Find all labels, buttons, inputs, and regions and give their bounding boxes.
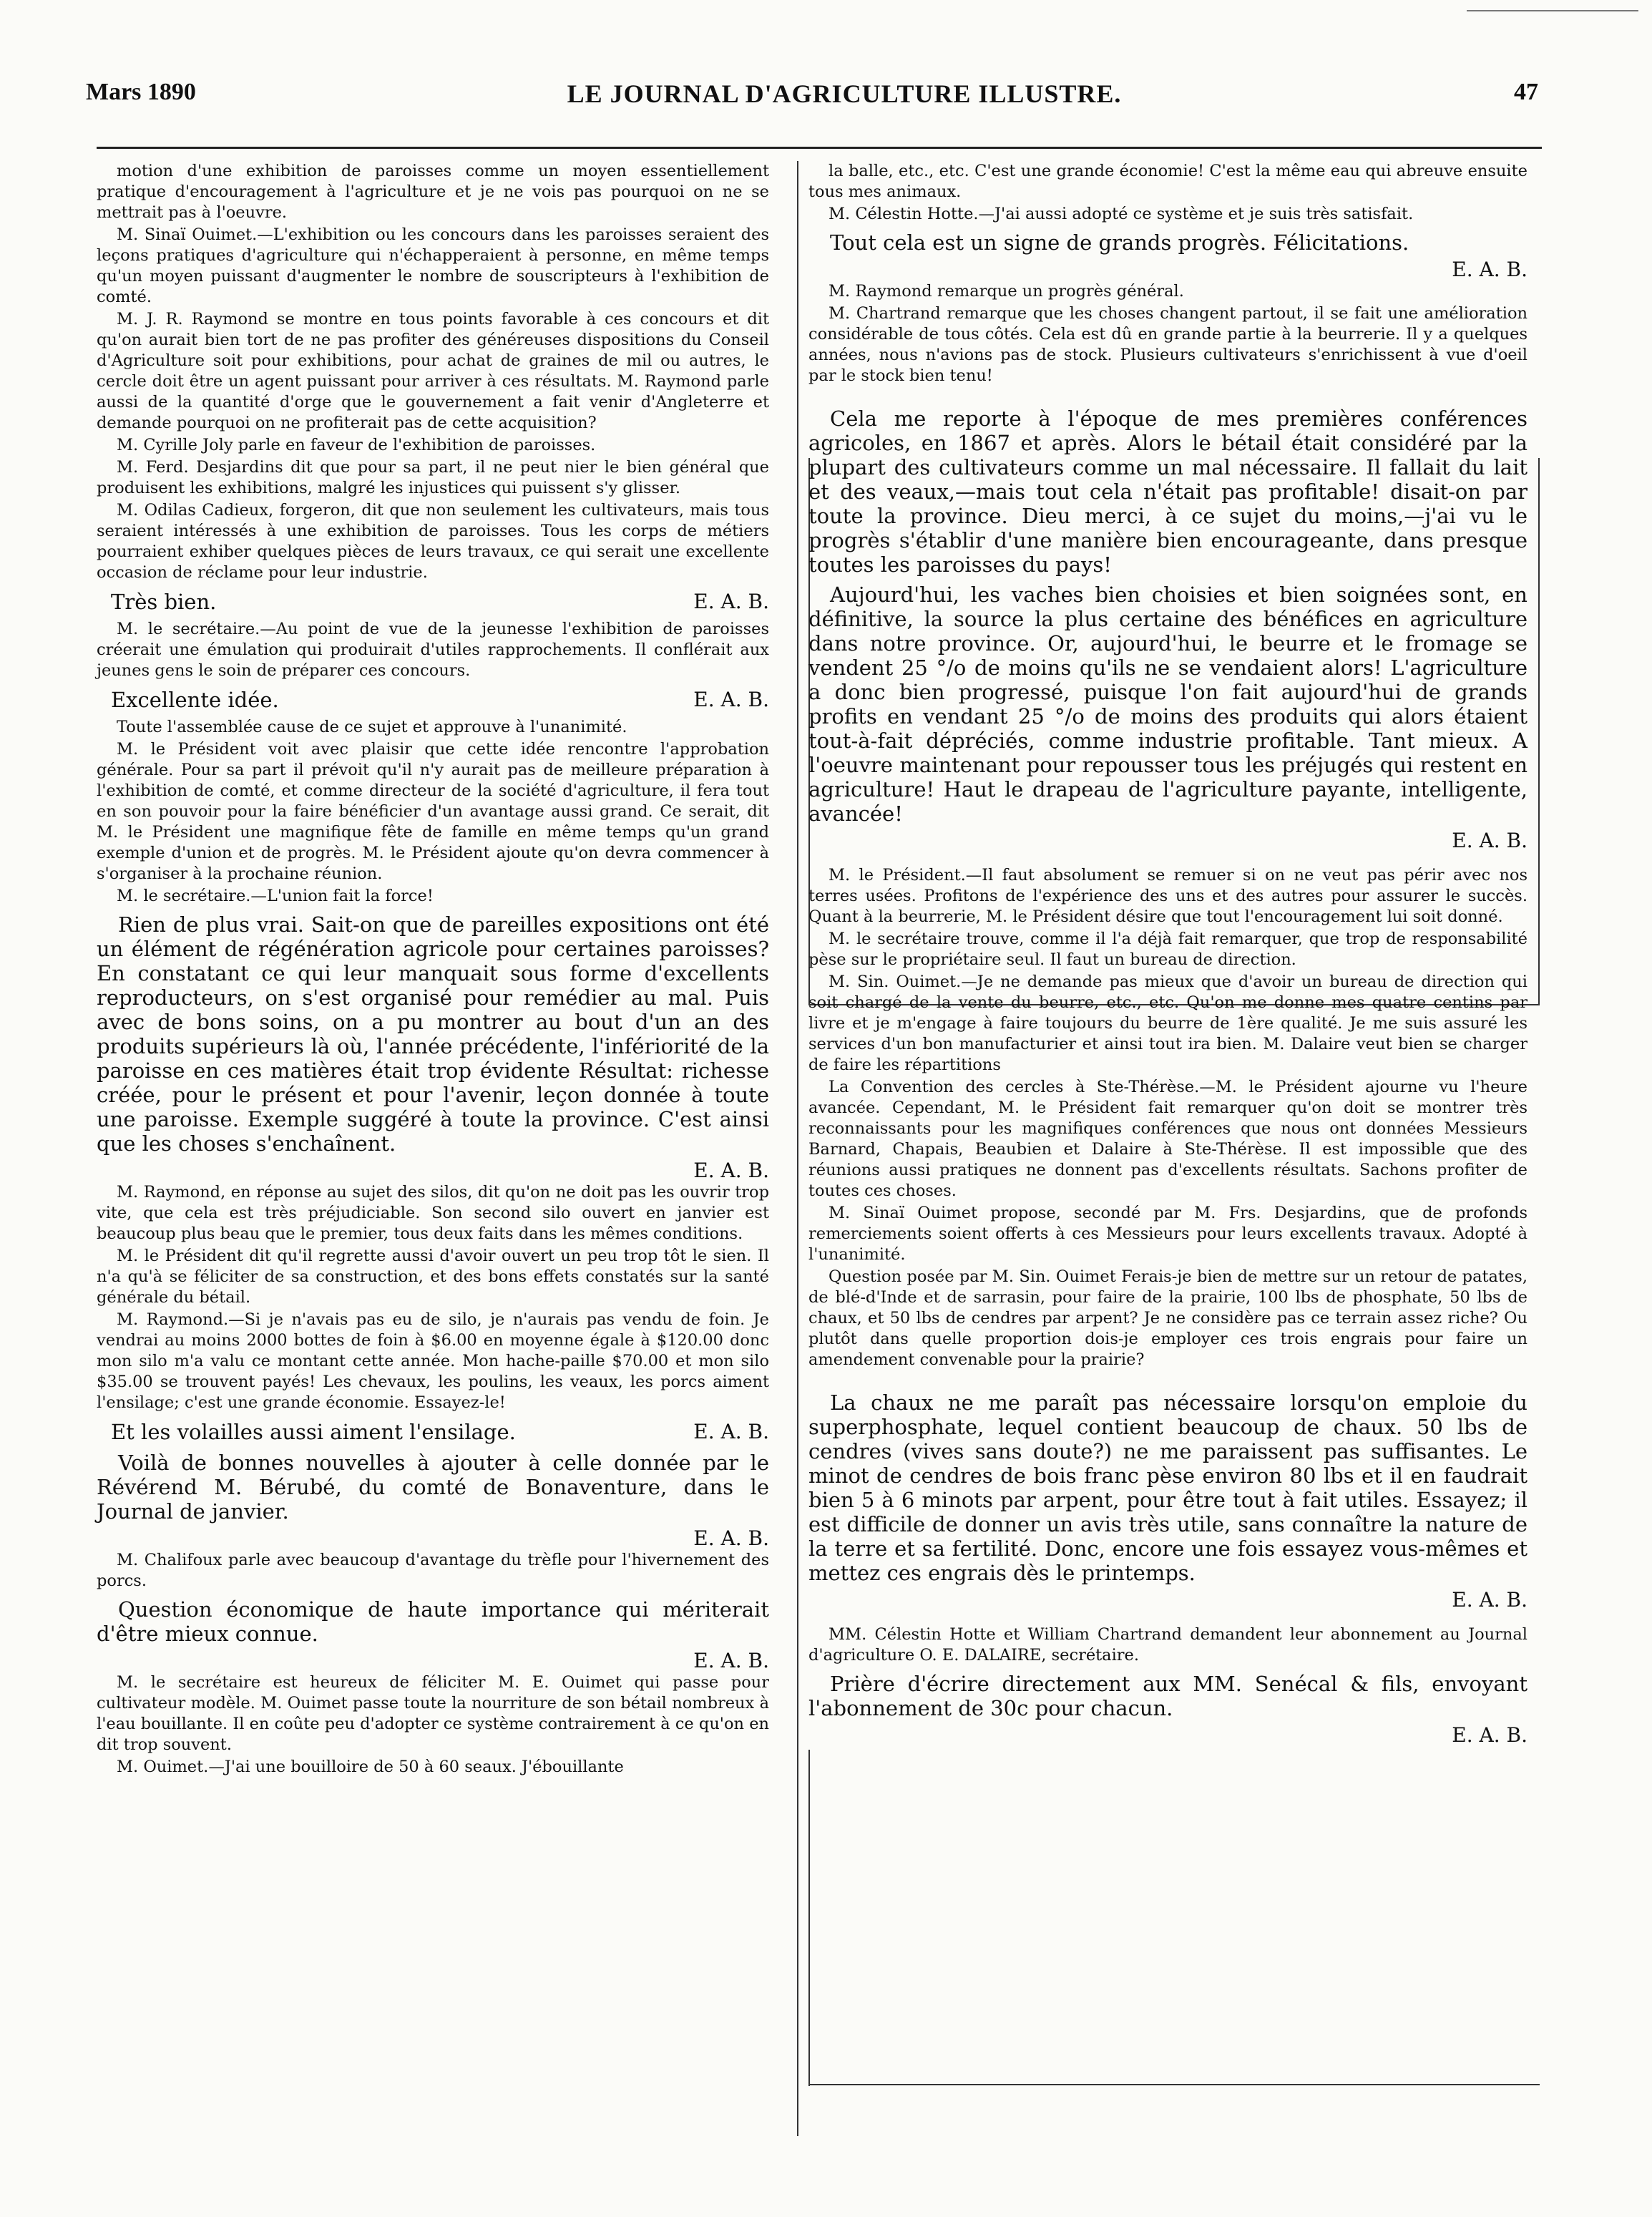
right-column — [808, 161, 1528, 1747]
paragraph: Toute l'assemblée cause de ce sujet et approuve à l'unanimité. — [117, 718, 627, 736]
editor-paragraph: Aujourd'hui, les vaches bien choisies et bien soignées sont, en définitive, la source la plus certaine des bénéfices en agriculture dans notre province. Or, aujourd'hui, le beurre et le fromage se vendent 25 °/o de moins qu'ils ne se vendaient alors! L'agriculture a donc bien progressé, puisque l'on fait aujourd'hui de grands profits en vendant 25 °/o de moins des produits qui alors étaient tout-à-fait dépréciés, comme industrie profitable. Tant mieux. A l'oeuvre maintenant pour repousser tous les préjugés qui restent en agriculture! Haut le drapeau de l'agriculture payante, intelligente, avancée! — [808, 583, 1528, 826]
paragraph: M. Odilas Cadieux, forgeron, dit que non seulement les cultivateurs, mais tous seraient intéressés à une exhibition de paroisses. Tous les corps de métiers pourraient exhiber quelques pièces de leurs travaux, ce qui serait une excellente occasion de réclame pour leur industrie. — [97, 501, 769, 582]
top-edge-line — [1467, 10, 1638, 11]
editor-paragraph: Tout cela est un signe de grands progrès. Félicitations. — [830, 230, 1409, 255]
paragraph: M. Raymond.—Si je n'avais pas eu de silo, je n'aurais pas vendu de foin. Je vendrai au moins 2000 bottes de foin à $6.00 en moyenne égale à $120.00 donc mon silo m'a valu ce montant cette année. Mon hache-paille $70.00 et mon silo $35.00 se trouvent payés! Les chevaux, les poulins, les veaux, les porcs aiment l'ensilage; c'est une grande économie. Essayez-le! — [97, 1310, 769, 1412]
signature: E. A. B. — [1452, 1723, 1528, 1747]
paragraph: M. le secrétaire.—Au point de vue de la jeunesse l'exhibition de paroisses créerait une émulation qui produirait d'utiles rapprochements. Il conflérait aux jeunes gens le soin de préparer ces concours. — [97, 620, 769, 680]
paragraph: M. le secrétaire trouve, comme il l'a déjà fait remarquer, que trop de responsabilité pèse sur le propriétaire seul. Il faut un bureau de direction. — [808, 930, 1528, 969]
signature: E. A. B. — [693, 1159, 769, 1182]
paragraph: la balle, etc., etc. C'est une grande économie! C'est la même eau qui abreuve ensuite tous mes animaux. — [808, 162, 1528, 201]
editor-paragraph: La chaux ne me paraît pas nécessaire lorsqu'on emploie du superphosphate, lequel contient beaucoup de chaux. 50 lbs de cendres (vives sans doute?) ne me paraissent pas suffisantes. Le minot de cendres de bois franc pèse environ 80 lbs et il en faudrait bien 5 à 6 minots par arpent, pour être tout à fait utiles. Essayez; il est difficile de donner un avis très utile, sans connaître la nature de la terre et sa fertilité. Donc, encore une fois essayez vous-mêmes et mettez ces engrais dès le printemps. — [808, 1390, 1528, 1585]
header-page-number: 47 — [1514, 79, 1538, 105]
editor-paragraph: Rien de plus vrai. Sait-on que de pareilles expositions ont été un élément de régénération agricole pour certaines paroisses? En constatant ce qui leur manquait sous forme d'excellents reproducteurs, on s'est organisé pour remédier au mal. Puis avec de bons soins, on a pu montrer au bout d'un an des produits supérieurs là où, l'année précédente, l'infériorité de la paroisse en ces matières était trop évidente Résultat: richesse créée, pour le présent et pour l'avenir, leçon donnée à toute une paroisse. Exemple suggéré à toute la province. C'est ainsi que les choses s'enchaînent. — [97, 912, 769, 1156]
paragraph: M. le secrétaire est heureux de féliciter M. E. Ouimet qui passe pour cultivateur modèle. M. Ouimet passe toute la nourriture de son bétail nombreux à l'eau bouillante. Il en coûte peu d'adopter ce système contrairement à ce qu'on en dit trop souvent. — [97, 1673, 769, 1754]
signature: E. A. B. — [1452, 829, 1528, 852]
column-divider — [797, 161, 798, 2136]
editor-paragraph: Cela me reporte à l'époque de mes premières conférences agricoles, en 1867 et après. Alors le bétail était considéré par la plupart des cultivateurs comme un mal nécessaire. Il fallait du lait et des veaux,—mais tout cela n'était pas profitable! disait-on par toute la province. Dieu merci, à ce sujet du moins,—j'ai vu le progrès s'établir d'une manière bien encourageante, dans presque toutes les paroisses du pays! — [808, 406, 1528, 577]
editor-comment: E. A. B. Très bien. — [111, 590, 769, 614]
paragraph: M. Sinaï Ouimet propose, secondé par M. Frs. Desjardins, que de profonds remerciements soient offerts à ces Messieurs pour leurs excellents travaux. Adopté à l'unanimité. — [808, 1204, 1528, 1264]
header-rule — [97, 147, 1542, 149]
box2-left-border — [808, 1750, 810, 2086]
paragraph: M. Chalifoux parle avec beaucoup d'avantage du trèfle pour l'hivernement des porcs. — [97, 1551, 769, 1590]
paragraph: M. J. R. Raymond se montre en tous points favorable à ces concours et dit qu'on aurait bien tort de ne pas profiter des généreuses dispositions du Conseil d'Agriculture soit pour exhibitions, pour achat de graines de mil ou autres, le cercle doit être un agent puissant pour arriver à ces résultats. M. Raymond parle aussi de la quantité d'orge que le gouvernement a fait venir d'Angleterre et demande pourquoi on ne profiterait pas de cette acquisition? — [97, 310, 769, 432]
signature: E. A. B. — [693, 1649, 769, 1672]
paragraph: M. Ferd. Desjardins dit que pour sa part, il ne peut nier le bien général que produisent les exhibitions, malgré les injustices qui puissent s'y glisser. — [97, 458, 769, 497]
paragraph: M. le secrétaire.—L'union fait la force! — [117, 887, 434, 905]
paragraph: M. le Président.—Il faut absolument se remuer si on ne veut pas périr avec nos terres usées. Profitons de l'expérience des uns et des autres pour assurer le succès. Quant à la beurrerie, M. le Président désire que tout l'encouragement lui soit donné. — [808, 866, 1528, 926]
editor-paragraph: Prière d'écrire directement aux MM. Senécal & fils, envoyant l'abonnement de 30c pour chacun. — [808, 1672, 1528, 1720]
secretary-signature: O. E. DALAIRE, secrétaire. — [919, 1646, 1140, 1665]
box-right-border — [1538, 458, 1540, 1005]
signature: E. A. B. — [693, 1526, 769, 1550]
paragraph: M. Sin. Ouimet.—Je ne demande pas mieux que d'avoir un bureau de direction qui soit chargé de la vente du beurre, etc., etc. Qu'on me donne mes quatre centins par livre et je m'engage à faire toujours du beurre de 1ère qualité. Je me suis assuré les services d'un bon manufacturier et ainsi tout ira bien. M. Dalaire veut bien se charger de faire les répartitions — [808, 973, 1528, 1074]
paragraph: M. le Président dit qu'il regrette aussi d'avoir ouvert un peu trop tôt le sien. Il n'a qu'à se féliciter de sa construction, et des bons effets constatés sur la santé générale du bétail. — [97, 1247, 769, 1307]
signature: E. A. B. — [693, 1420, 769, 1443]
signature: E. A. B. — [693, 590, 769, 613]
paragraph: M. Célestin Hotte.—J'ai aussi adopté ce système et je suis très satisfait. — [829, 205, 1414, 223]
editor-comment: E. A. B. Et les volailles aussi aiment l'ensilage. — [111, 1420, 769, 1444]
signature: E. A. B. — [693, 688, 769, 711]
header-journal-title: LE JOURNAL D'AGRICULTURE ILLUSTRE. — [567, 79, 1122, 108]
editor-comment: E. A. B. Excellente idée. — [111, 688, 769, 712]
left-column — [97, 161, 769, 1779]
paragraph: M. Raymond remarque un progrès général. — [829, 282, 1184, 301]
editor-paragraph: Question économique de haute importance qui mériterait d'être mieux connue. — [97, 1597, 769, 1646]
editor-paragraph: Voilà de bonnes nouvelles à ajouter à celle donnée par le Révérend M. Bérubé, du comté de Bonaventure, dans le Journal de janvier. — [97, 1451, 769, 1524]
paragraph: M. Raymond, en réponse au sujet des silos, dit qu'on ne doit pas les ouvrir trop vite, que cela est très préjudiciable. Son second silo ouvert en janvier est beaucoup plus beau que le premier, tous deux faits dans les mêmes conditions. — [97, 1183, 769, 1243]
paragraph: M. Sinaï Ouimet.—L'exhibition ou les concours dans les paroisses seraient des leçons pratiques d'agriculture qui n'échapperaient à personne, en même temps qu'un moyen puissant d'augmenter le nombre de souscripteurs à l'exhibition de comté. — [97, 225, 769, 306]
paragraph: motion d'une exhibition de paroisses comme un moyen essentiellement pratique d'encouragement à l'agriculture et je ne vois pas pourquoi on ne se mettrait pas à l'oeuvre. — [97, 162, 769, 222]
paragraph: Question posée par M. Sin. Ouimet Ferais-je bien de mettre sur un retour de patates, de blé-d'Inde et de sarrasin, pour faire de la prairie, 100 lbs de phosphate, 50 lbs de chaux, et 50 lbs de cendres par arpent? Je ne considère pas ce terrain assez riche? Ou plutôt dans quelle proportion dois-je employer ces trois engrais pour faire un amendement convenable pour la prairie? — [808, 1267, 1528, 1369]
paragraph: M. Chartrand remarque que les choses changent partout, il se fait une amélioration considérable de tous côtés. Cela est dû en grande partie à la beurrerie. Il y a quelques années, nous n'avions pas de stock. Plusieurs cultivateurs s'enrichissent à vue d'oeil par le stock bien tenu! — [808, 304, 1528, 385]
paragraph: M. Ouimet.—J'ai une bouilloire de 50 à 60 seaux. J'ébouillante — [117, 1758, 624, 1776]
signature: E. A. B. — [1452, 258, 1528, 281]
paragraph: MM. Célestin Hotte et William Chartrand demandent leur abonnement au Journal d'agriculture O. E. DALAIRE, secrétaire. — [808, 1625, 1528, 1665]
signature: E. A. B. — [1452, 1588, 1528, 1612]
box2-bottom-border — [808, 2084, 1540, 2085]
page-header — [86, 79, 1538, 122]
paragraph: La Convention des cercles à Ste-Thérèse.—M. le Président ajourne vu l'heure avancée. Cependant, M. le Président fait remarquer qu'on doit se montrer très reconnaissants pour les magnifiques conférences que nous ont données Messieurs Barnard, Chapais, Beaubien et Dalaire à Ste-Thérèse. Il est impossible que des réunions aussi pratiques ne donnent pas d'excellents résultats. Sachons profiter de toutes ces choses. — [808, 1078, 1528, 1200]
paragraph: M. le Président voit avec plaisir que cette idée rencontre l'approbation générale. Pour sa part il prévoit qu'il n'y aurait pas de meilleure préparation à l'exhibition de comté, et comme directeur de la société d'agriculture, il fera tout en son pouvoir pour la faire bénéficier d'un avantage aussi grand. Ce serait, dit M. le Président une magnifique fête de famille en même temps qu'un grand exemple d'union et de progrès. M. le Président ajoute qu'on devra commencer à s'organiser à la prochaine réunion. — [97, 740, 769, 883]
header-date: Mars 1890 — [86, 79, 196, 105]
paragraph: M. Cyrille Joly parle en faveur de l'exhibition de paroisses. — [117, 436, 596, 454]
